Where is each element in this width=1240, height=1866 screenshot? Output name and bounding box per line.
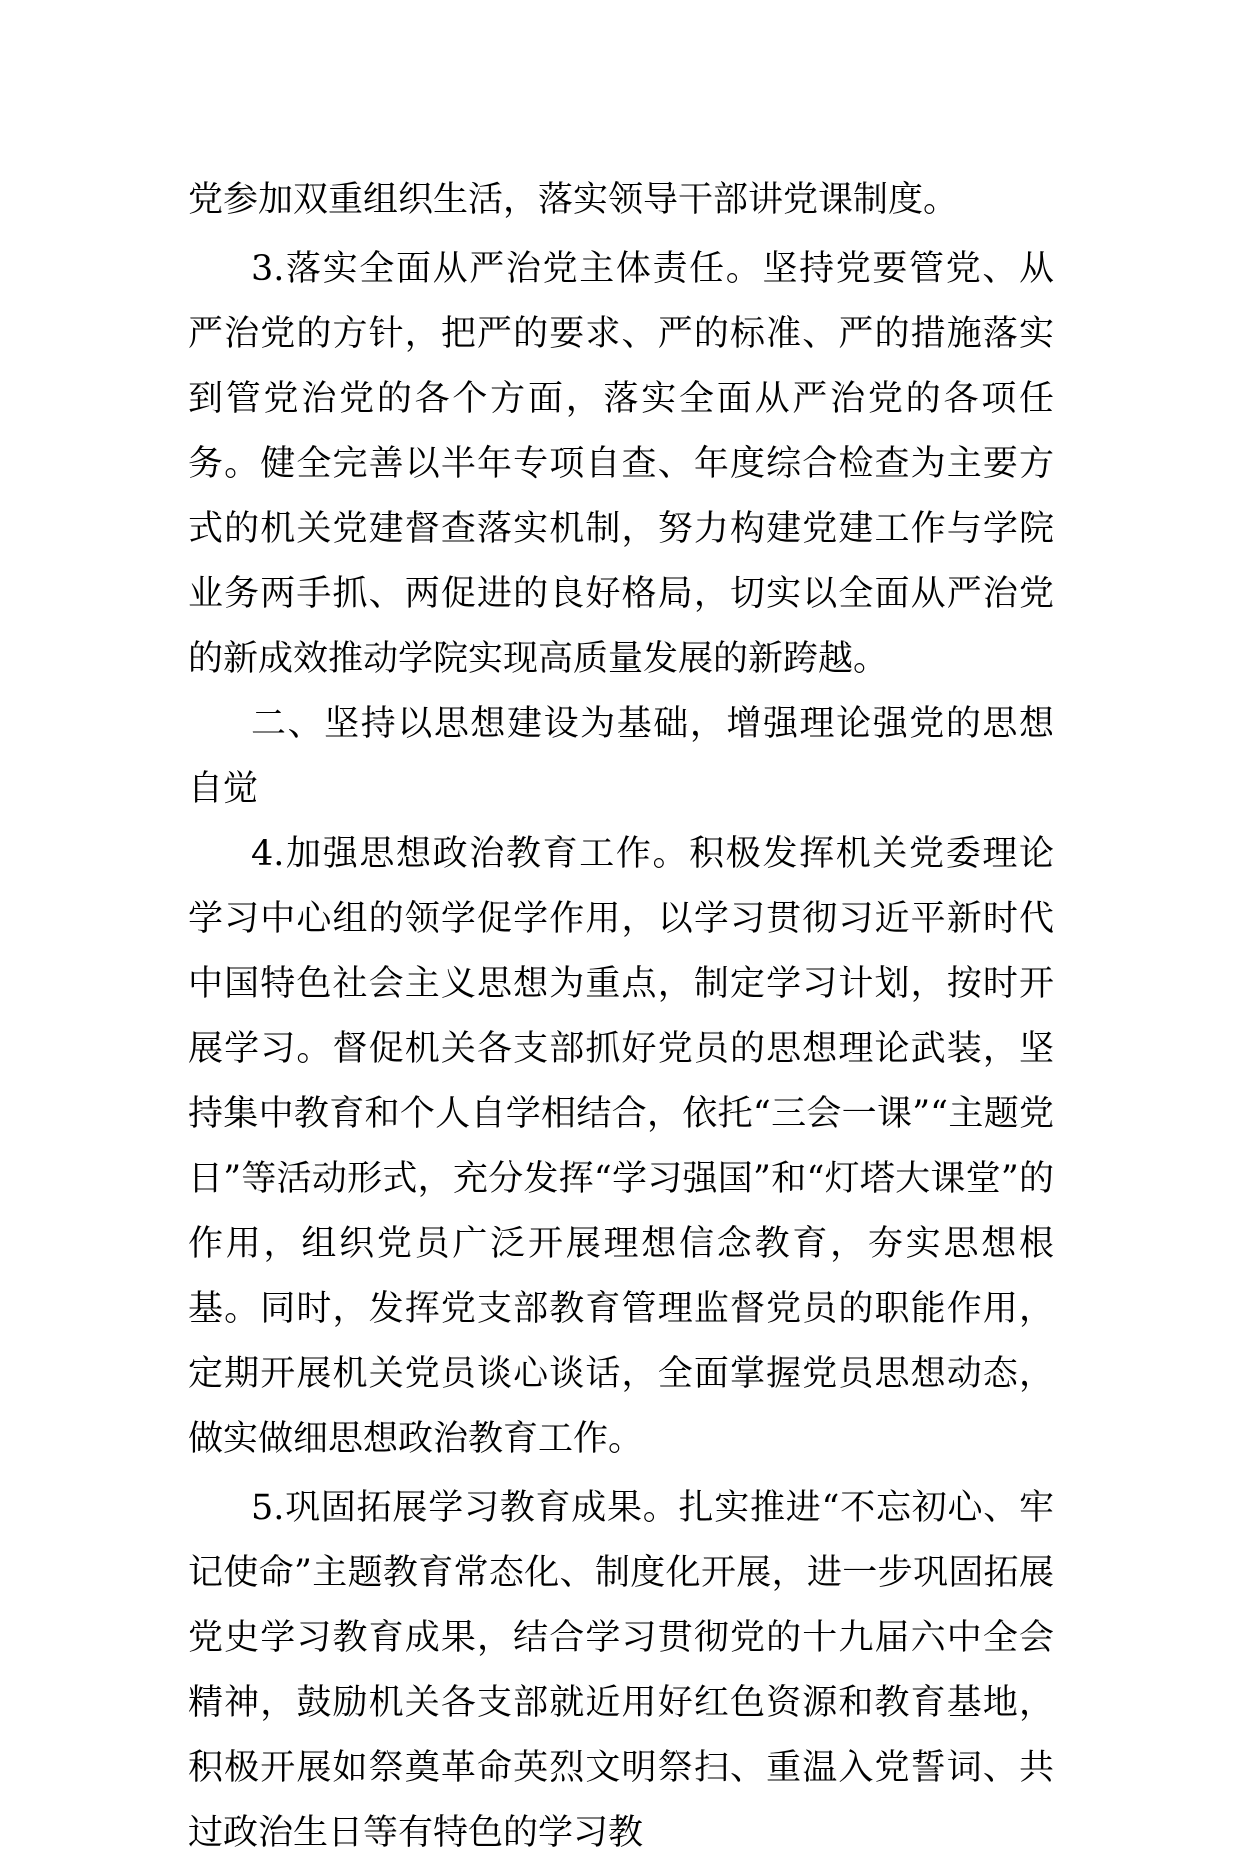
paragraph-item-5: 5.巩固拓展学习教育成果。扎实推进“不忘初心、牢记使命”主题教育常态化、制度化开展，进一步巩固拓展党史学习教育成果，结合学习贯彻党的十九届六中全会精神，鼓励机关各支部就近用好红色资源和教育基地，积极开展如祭奠革命英烈文明祭扫、重温入党誓词、共过政治生日等有特色的学习教 — [188, 1488, 1054, 1853]
paragraph-item-4: 4.加强思想政治教育工作。积极发挥机关党委理论学习中心组的领学促学作用，以学习贯彻习近平新时代中国特色社会主义思想为重点，制定学习计划，按时开展学习。督促机关各支部抓好党员的思想理论武装，坚持集中教育和个人自学相结合，依托“三会一课”“主题党日”等活动形式，充分发挥“学习强国”和“灯塔大课堂”的作用，组织党员广泛开展理想信念教育，夯实思想根基。同时，发挥党支部教育管理监督党员的职能作用，定期开展机关党员谈心谈话，全面掌握党员思想动态，做实做细思想政治教育工作。 — [188, 834, 1054, 1459]
paragraph-continuation: 党参加双重组织生活，落实领导干部讲党课制度。 — [188, 180, 959, 220]
document-body — [188, 168, 1054, 1866]
section-heading-2: 二、坚持以思想建设为基础，增强理论强党的思想自觉 — [188, 704, 1054, 809]
paragraph-item-3: 3.落实全面从严治党主体责任。坚持党要管党、从严治党的方针，把严的要求、严的标准、严的措施落实到管党治党的各个方面，落实全面从严治党的各项任务。健全完善以半年专项自查、年度综合检查为主要方式的机关党建督查落实机制，努力构建党建工作与学院业务两手抓、两促进的良好格局，切实以全面从严治党的新成效推动学院实现高质量发展的新跨越。 — [188, 249, 1054, 679]
